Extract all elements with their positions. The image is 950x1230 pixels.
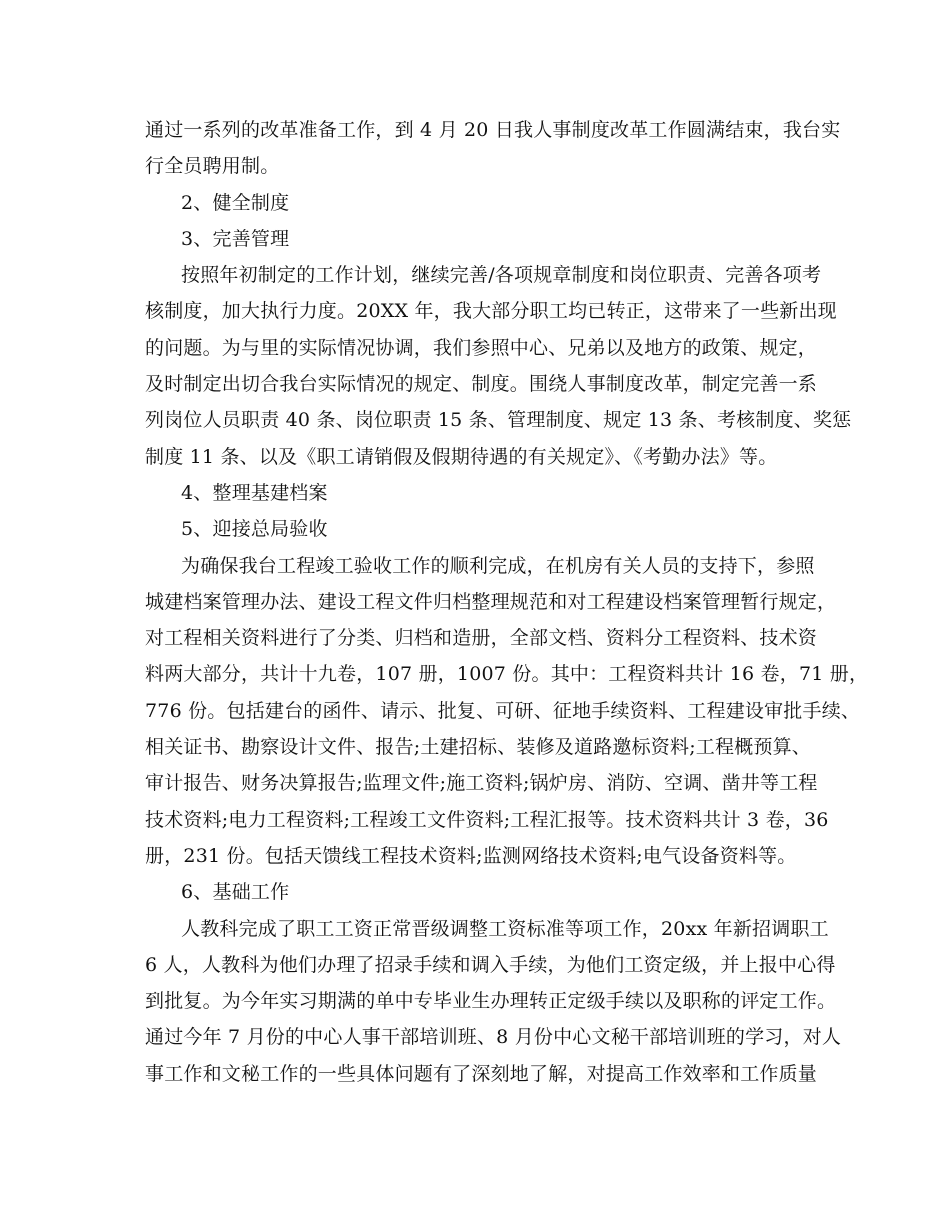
text-line: 对工程相关资料进行了分类、归档和造册，全部文档、资料分工程资料、技术资 [145, 627, 818, 650]
text-line: 技术资料;电力工程资料;工程竣工文件资料;工程汇报等。技术资料共计 3 卷，36 [145, 808, 829, 831]
text-line: 通过一系列的改革准备工作，到 4 月 20 日我人事制度改革工作圆满结束，我台实 [145, 119, 841, 141]
text-line: 相关证书、勘察设计文件、报告;土建招标、装修及道路邀标资料;工程概预算、 [145, 736, 812, 759]
text-line: 6 人，人教科为他们办理了招录手续和调入手续，为他们工资定级，并上报中心得 [145, 953, 836, 976]
text-line: 核制度，加大执行力度。20XX 年，我大部分职工均已转正，这带来了一些新出现 [145, 300, 837, 323]
text-line: 按照年初制定的工作计划，继续完善/各项规章制度和岗位职责、完善各项考 [181, 264, 822, 287]
text-line: 料两大部分，共计十九卷，107 册，1007 份。其中：工程资料共计 16 卷，71 册， [145, 663, 869, 686]
text-line: 776 份。包括建台的函件、请示、批复、可研、征地手续资料、工程建设审批手续、 [145, 699, 861, 722]
text-line: 人教科完成了职工工资正常晋级调整工资标准等项工作，20xx 年新招调职工 [181, 917, 829, 940]
text-line: 制度 11 条、以及《职工请销假及假期待遇的有关规定》、《考勤办法》等。 [145, 445, 778, 468]
text-line: 为确保我台工程竣工验收工作的顺利完成，在机房有关人员的支持下，参照 [181, 554, 815, 577]
text-line: 行全员聘用制。 [145, 155, 280, 178]
text-line: 5、迎接总局验收 [181, 518, 328, 541]
text-line: 3、完善管理 [181, 227, 290, 250]
text-line: 6、基础工作 [181, 881, 290, 904]
text-line: 列岗位人员职责 40 条、岗位职责 15 条、管理制度、规定 13 条、考核制度、奖惩 [145, 409, 852, 432]
text-line: 的问题。为与里的实际情况协调，我们参照中心、兄弟以及地方的政策、规定， [145, 336, 818, 359]
text-line: 及时制定出切合我台实际情况的规定、制度。围绕人事制度改革，制定完善一系 [145, 373, 818, 396]
text-line: 事工作和文秘工作的一些具体问题有了深刻地了解，对提高工作效率和工作质量 [145, 1062, 818, 1085]
document-body [145, 112, 869, 1092]
text-line: 通过今年 7 月份的中心人事干部培训班、8 月份中心文秘干部培训班的学习，对人 [145, 1026, 842, 1049]
text-line: 到批复。为今年实习期满的单中专毕业生办理转正定级手续以及职称的评定工作。 [145, 990, 837, 1013]
text-line: 城建档案管理办法、建设工程文件归档整理规范和对工程建设档案管理暂行规定， [145, 590, 837, 613]
text-line: 册，231 份。包括天馈线工程技术资料;监测网络技术资料;电气设备资料等。 [145, 844, 797, 867]
text-line: 2、健全制度 [181, 191, 290, 214]
text-line: 审计报告、财务决算报告;监理文件;施工资料;锅炉房、消防、空调、凿井等工程 [145, 772, 818, 795]
text-line: 4、整理基建档案 [181, 481, 328, 504]
